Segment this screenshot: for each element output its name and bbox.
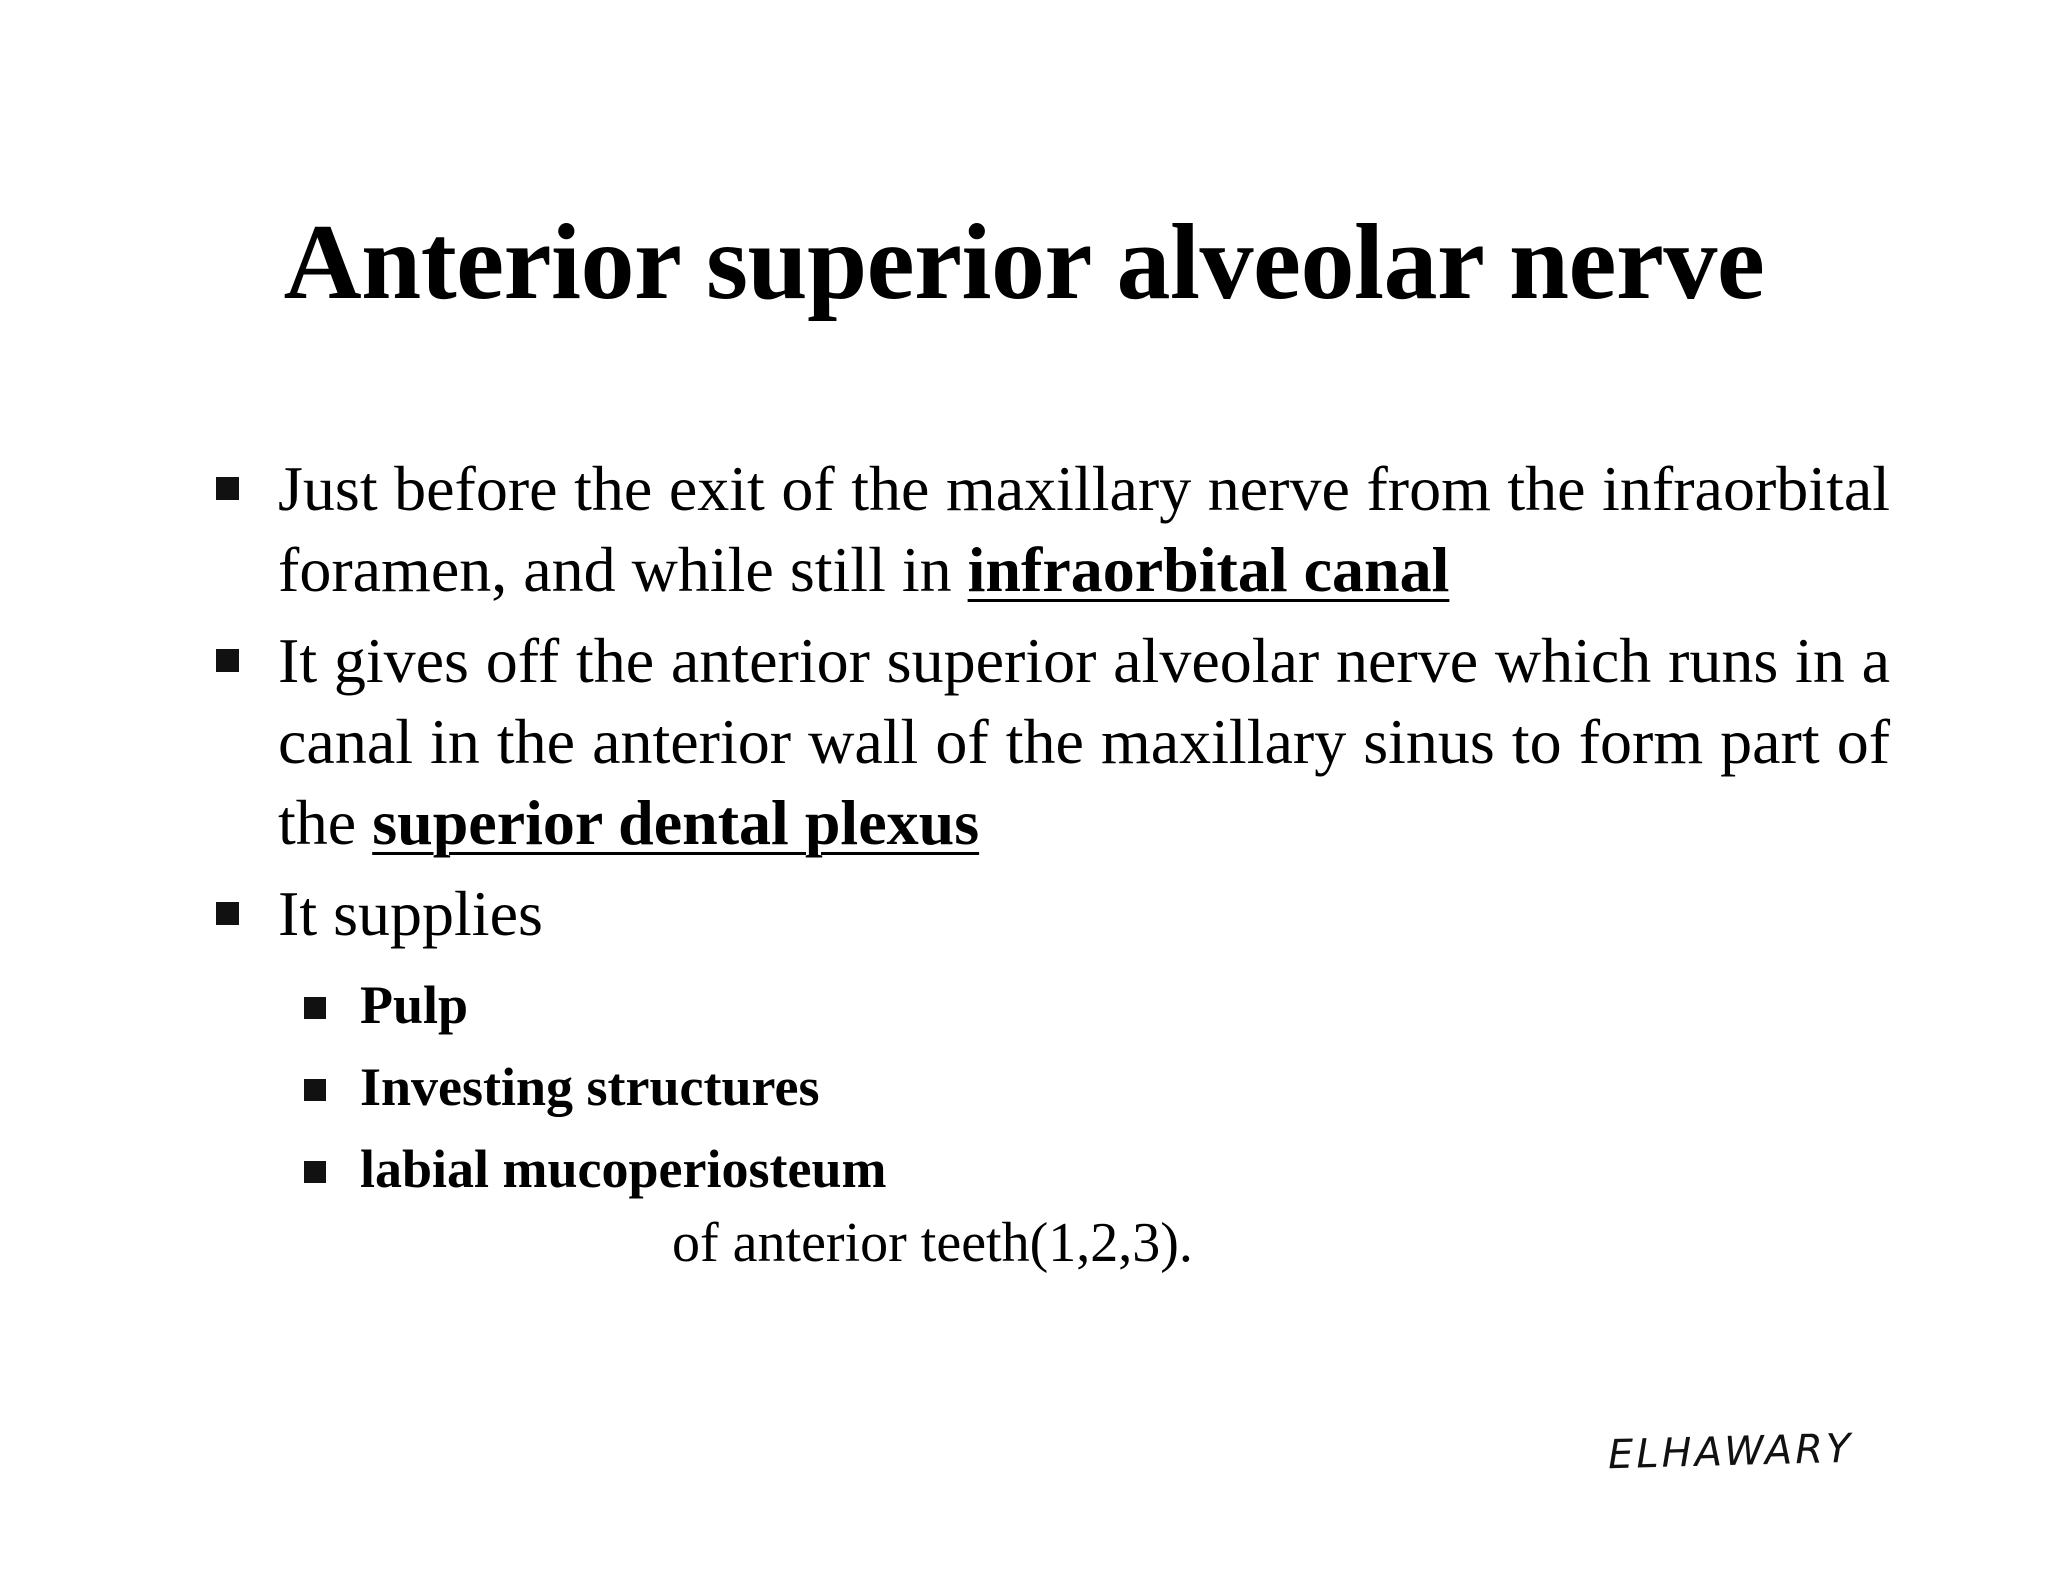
bullet-text: It supplies	[278, 878, 543, 949]
bullet-item	[200, 448, 1890, 610]
square-bullet-icon	[304, 1161, 326, 1183]
bullet-text: It gives off the anterior superior alveolar nerve which runs in a canal in the anterior wall of the maxillary sinus to form part of the	[278, 625, 1890, 858]
square-bullet-icon	[304, 1079, 326, 1101]
square-bullet-icon	[304, 997, 326, 1019]
bullet-item	[200, 873, 1890, 954]
bullet-list	[200, 448, 1890, 1210]
bullet-text: Just before the exit of the maxillary nerve from the infraorbital foramen, and while still in	[278, 453, 1890, 605]
sub-bullet-text: labial mucoperiosteum	[360, 1139, 887, 1199]
sub-bullet-text: Pulp	[360, 975, 469, 1035]
sub-bullet-item	[304, 1046, 1890, 1128]
bullet-emphasis: superior dental plexus	[372, 787, 980, 858]
slide-title: Anterior superior alveolar nerve	[283, 203, 1765, 322]
continuation-text: of anterior teeth(1,2,3).	[672, 1212, 1193, 1274]
sub-bullet-item	[304, 964, 1890, 1046]
author-signature: ELHAWARY	[1607, 1425, 1855, 1479]
square-bullet-icon	[216, 649, 239, 672]
bullet-emphasis: infraorbital canal	[967, 534, 1450, 605]
sub-bullet-list	[200, 964, 1890, 1210]
sub-bullet-item	[304, 1128, 1890, 1210]
square-bullet-icon	[216, 477, 239, 500]
bullet-item	[200, 620, 1890, 863]
square-bullet-icon	[216, 902, 239, 925]
sub-bullet-text: Investing structures	[360, 1057, 820, 1117]
